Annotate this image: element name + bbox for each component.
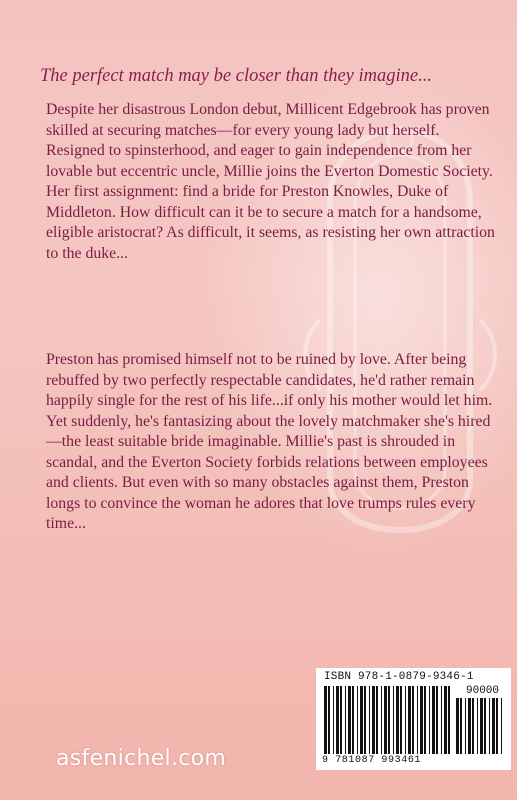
barcode-bar: [484, 698, 486, 754]
barcode-bar: [384, 686, 387, 754]
barcode-bar: [333, 686, 334, 754]
barcode-bar: [372, 686, 375, 754]
tagline: The perfect match may be closer than they imagine...: [40, 66, 432, 86]
barcode-bar: [393, 686, 394, 754]
barcode-bar: [417, 686, 418, 754]
ean-digits: 9 781087 993461: [322, 755, 422, 766]
barcode-bar: [420, 686, 423, 754]
barcode-bar: [345, 686, 346, 754]
barcode-bar: [369, 686, 370, 754]
barcode-bar: [348, 686, 351, 754]
barcode-bar: [324, 686, 327, 754]
barcode-bars: [324, 686, 452, 754]
barcode-bar: [432, 686, 435, 754]
barcode-bar: [429, 686, 430, 754]
isbn-label: ISBN 978-1-0879-9346-1: [324, 671, 474, 683]
barcode-bar: [405, 686, 406, 754]
barcode-bar: [352, 686, 354, 754]
barcode-bar: [412, 686, 414, 754]
barcode-bar: [477, 698, 478, 754]
barcode-bar: [448, 686, 450, 754]
barcode-bar: [400, 686, 402, 754]
blurb-paragraph-1: Despite her disastrous London debut, Millicent Edgebrook has proven skilled at securing matches—for every young lady but herself. Resigned to spinsterhood, and eager to gain independence from her lovable but eccentric uncle, Millie joins the Everton Domestic Society. Her first assignment: find a bride for Preston Knowles, Duke of Middleton. How difficult can it be to secure a match for a handsome, eligible aristocrat? As difficult, it seems, as resisting her own attraction to the duke...: [46, 101, 495, 262]
barcode-bar: [489, 698, 490, 754]
barcode-bar: [381, 686, 382, 754]
barcode-bar: [360, 686, 363, 754]
barcode-bar: [357, 686, 358, 754]
barcode-bar: [444, 686, 447, 754]
barcode-bar: [364, 686, 366, 754]
barcode-bar: [468, 698, 471, 754]
barcode-bar: [480, 698, 483, 754]
barcode-bar: [408, 686, 411, 754]
barcode-bar: [376, 686, 378, 754]
barcode-bar: [465, 698, 466, 754]
barcode-bar: [328, 686, 330, 754]
barcode-bar: [492, 698, 495, 754]
barcode-bar: [340, 686, 342, 754]
barcode-bar: [336, 686, 339, 754]
addon-barcode-bars: [456, 698, 504, 754]
barcode-bar: [441, 686, 442, 754]
barcode-bar: [460, 698, 462, 754]
price-code: 90000: [466, 685, 500, 697]
barcode-bar: [456, 698, 459, 754]
barcode-bar: [472, 698, 474, 754]
barcode-bar: [424, 686, 426, 754]
barcode-bar: [388, 686, 390, 754]
barcode-bar: [501, 698, 502, 754]
isbn-barcode: [316, 668, 511, 770]
author-website: asfenichel.com: [56, 746, 227, 771]
blurb-paragraph-2: Preston has promised himself not to be ruined by love. After being rebuffed by two perfectly respectable candidates, he'd rather remain happily single for the rest of his life...if only his mother would let him. Yet suddenly, he's fantasizing about the lovely matchmaker she's hired—the least suitable bride imaginable. Millie's past is shrouded in scandal, and the Everton Society forbids relations between employees and clients. But even with so many obstacles against them, Preston longs to convince the woman he adores that love trumps rules every time...: [46, 351, 493, 532]
barcode-bar: [436, 686, 438, 754]
barcode-bar: [496, 698, 498, 754]
barcode-bar: [396, 686, 399, 754]
